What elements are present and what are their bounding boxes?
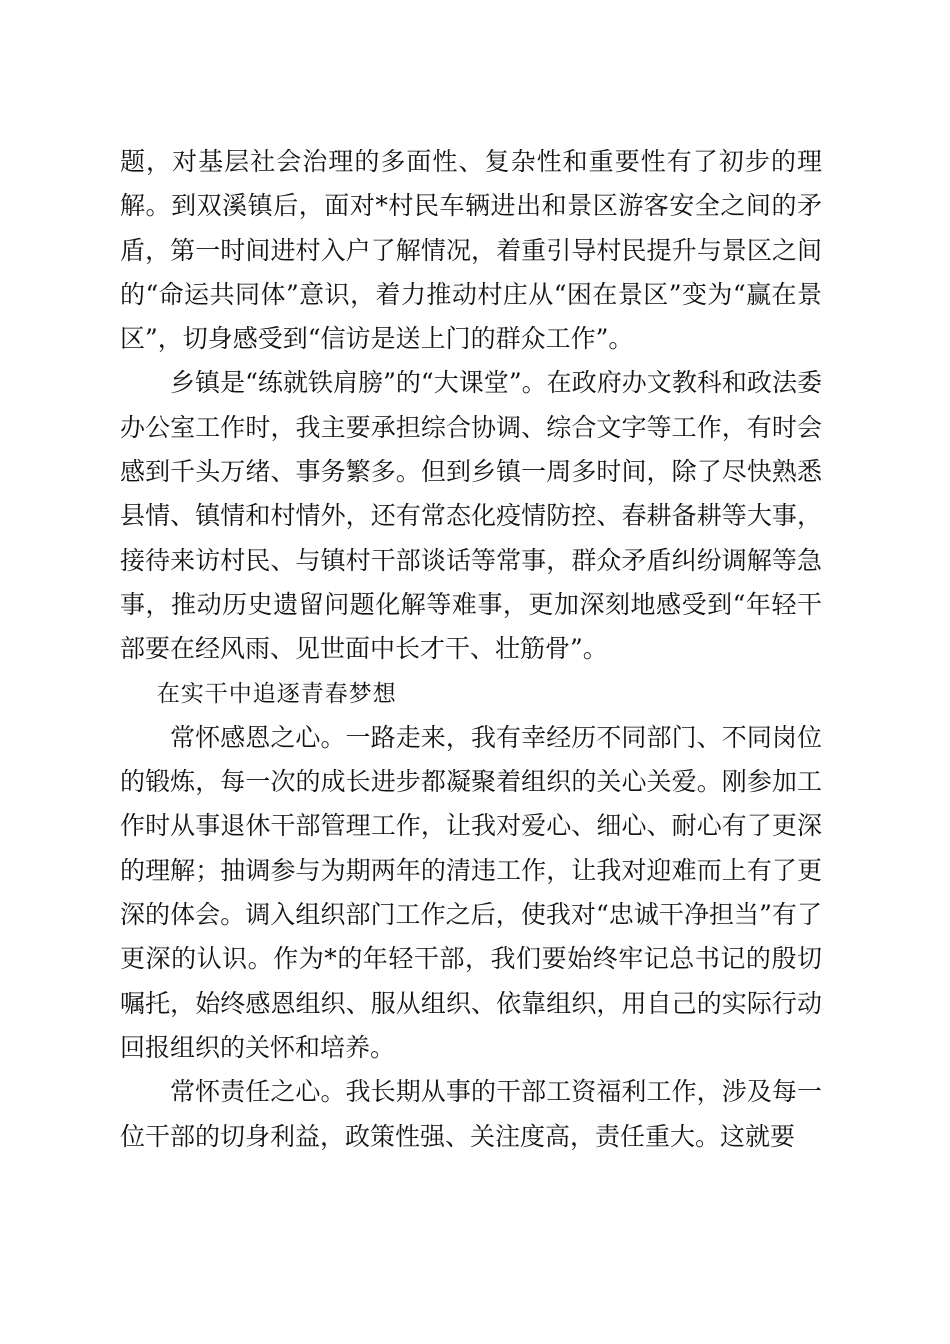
section-heading: 在实干中追逐青春梦想	[156, 680, 397, 707]
paragraph-responsibility: 常怀责任之心。我长期从事的干部工资福利工作，涉及每一位干部的切身利益，政策性强、关注度高，责任重大。这就要	[120, 1077, 822, 1151]
paragraph-gratitude: 常怀感恩之心。一路走来，我有幸经历不同部门、不同岗位的锻炼，每一次的成长进步都凝聚着组织的关心关爱。刚参加工作时从事退休干部管理工作，让我对爱心、细心、耐心有了更深的理解；抽调参与为期两年的清违工作，让我对迎难而上有了更深的体会。调入组织部门工作之后，使我对“忠诚干净担当”有了更深的认识。作为*的年轻干部，我们要始终牢记总书记的殷切嘱托，始终感恩组织、服从组织、依靠组织，用自己的实际行动回报组织的关怀和培养。	[120, 722, 822, 1062]
paragraph-continuation: 题，对基层社会治理的多面性、复杂性和重要性有了初步的理解。到双溪镇后，面对*村民车辆进出和景区游客安全之间的矛盾，第一时间进村入户了解情况，着重引导村民提升与景区之间的“命运共同体”意识，着力推动村庄从“困在景区”变为“赢在景区”，切身感受到“信访是送上门的群众工作”。	[120, 147, 822, 354]
document-body	[120, 140, 822, 1159]
paragraph-township-classroom: 乡镇是“练就铁肩膀”的“大课堂”。在政府办文教科和政法委办公室工作时，我主要承担综合协调、综合文字等工作，有时会感到千头万绪、事务繁多。但到乡镇一周多时间，除了尽快熟悉县情、镇情和村情外，还有常态化疫情防控、春耕备耕等大事，接待来访村民、与镇村干部谈话等常事，群众矛盾纠纷调解等急事，推动历史遗留问题化解等难事，更加深刻地感受到“年轻干部要在经风雨、见世面中长才干、壮筋骨”。	[120, 368, 822, 664]
